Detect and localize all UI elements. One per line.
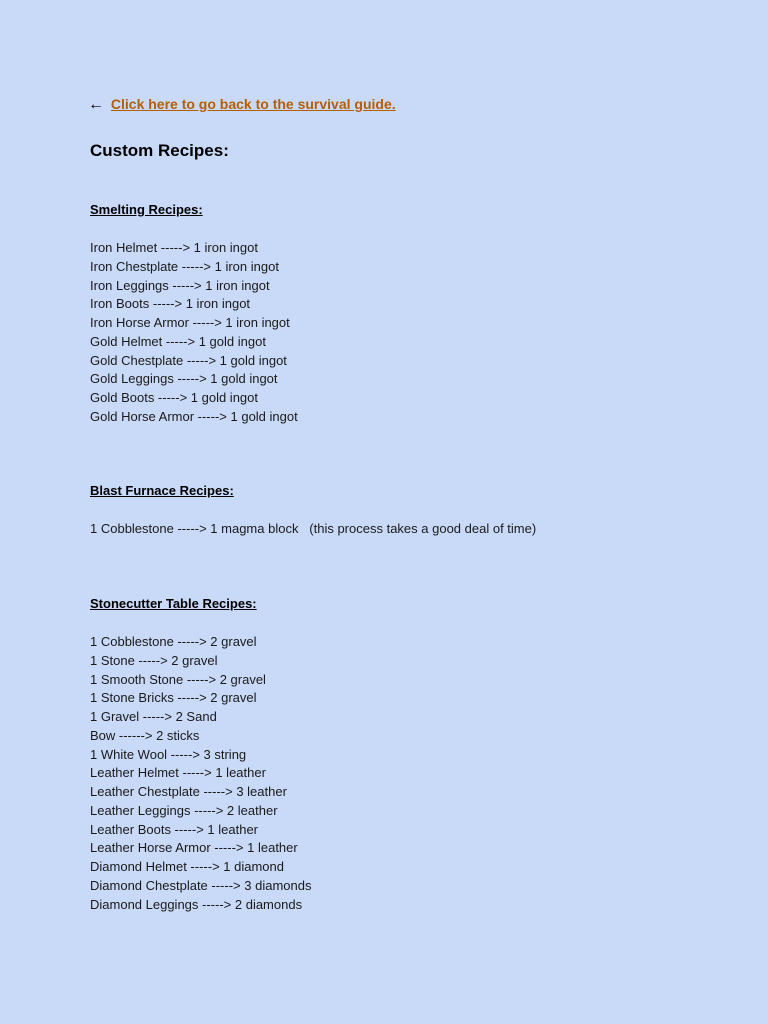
list-item: 1 White Wool -----> 3 string <box>90 746 247 762</box>
list-item: Iron Leggings -----> 1 iron ingot <box>90 277 270 293</box>
list-item: Gold Boots -----> 1 gold ingot <box>90 390 258 405</box>
list-item: Gold Horse Armor -----> 1 gold ingot <box>90 408 298 424</box>
list-item: Diamond Leggings -----> 2 diamonds <box>90 896 303 912</box>
recipe-list <box>90 520 730 539</box>
list-item: Iron Helmet -----> 1 iron ingot <box>90 240 258 255</box>
stonecutter-section <box>90 595 730 914</box>
list-item: Diamond Chestplate -----> 3 diamonds <box>90 877 312 893</box>
section-heading: Smelting Recipes: <box>90 202 203 217</box>
list-item: Iron Boots -----> 1 iron ingot <box>90 296 251 312</box>
list-item: 1 Cobblestone -----> 1 magma block (this process takes a good deal of time) <box>90 521 537 536</box>
list-item: Gold Helmet -----> 1 gold ingot <box>90 333 266 349</box>
list-item: Leather Horse Armor -----> 1 leather <box>90 840 298 856</box>
list-item: Leather Chestplate -----> 3 leather <box>90 784 287 799</box>
left-arrow-icon: ← <box>88 96 104 113</box>
section-heading: Blast Furnace Recipes: <box>90 483 234 498</box>
list-item: Gold Chestplate -----> 1 gold ingot <box>90 352 287 368</box>
list-item: 1 Stone -----> 2 gravel <box>90 652 218 668</box>
list-item: Leather Helmet -----> 1 leather <box>90 765 266 781</box>
document-body <box>88 94 730 912</box>
section-heading: Stonecutter Table Recipes: <box>90 596 257 611</box>
recipe-list <box>90 633 730 914</box>
list-item: 1 Gravel -----> 2 Sand <box>90 709 217 724</box>
list-item: Bow ------> 2 sticks <box>90 727 200 743</box>
list-item: 1 Stone Bricks -----> 2 gravel <box>90 690 257 706</box>
list-item: Gold Leggings -----> 1 gold ingot <box>90 371 278 387</box>
list-item: 1 Smooth Stone -----> 2 gravel <box>90 671 266 687</box>
list-item: Iron Chestplate -----> 1 iron ingot <box>90 258 279 274</box>
list-item: Diamond Helmet -----> 1 diamond <box>90 859 284 874</box>
list-item: Leather Boots -----> 1 leather <box>90 821 258 837</box>
blast-furnace-section <box>90 482 730 539</box>
page-title: Custom Recipes: <box>90 141 229 160</box>
smelting-section <box>90 201 730 427</box>
back-to-survival-guide-link[interactable]: Click here to go back to the survival guide. <box>110 96 396 112</box>
list-item: 1 Cobblestone -----> 2 gravel <box>90 634 257 649</box>
list-item: Iron Horse Armor -----> 1 iron ingot <box>90 315 290 330</box>
recipe-list <box>90 239 730 427</box>
back-navigation <box>90 94 730 114</box>
list-item: Leather Leggings -----> 2 leather <box>90 802 278 818</box>
